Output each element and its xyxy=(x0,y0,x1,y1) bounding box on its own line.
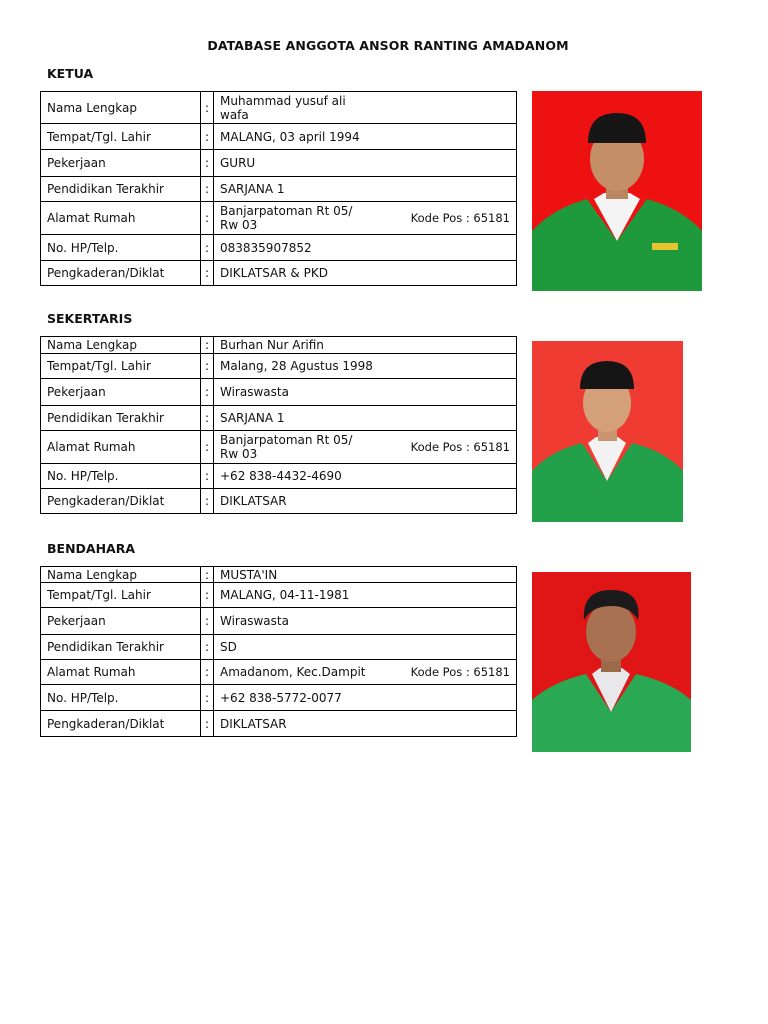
field-value-ttl: MALANG, 04-11-1981 xyxy=(214,583,517,608)
field-label: Pengkaderan/Diklat xyxy=(41,711,201,737)
field-colon: : xyxy=(201,337,214,354)
address-text: Amadanom, Kec.Dampit xyxy=(220,665,366,679)
address-block xyxy=(220,433,510,461)
portrait-image xyxy=(532,572,691,752)
field-label: Pekerjaan xyxy=(41,150,201,177)
document-title: DATABASE ANGGOTA ANSOR RANTING AMADANOM xyxy=(207,38,569,53)
field-colon: : xyxy=(201,202,214,235)
section-title-sekertaris: SEKERTARIS xyxy=(47,311,133,326)
member-table-bendahara xyxy=(40,566,517,737)
field-colon: : xyxy=(201,711,214,737)
postal-code: Kode Pos : 65181 xyxy=(410,211,510,225)
field-label: Tempat/Tgl. Lahir xyxy=(41,354,201,379)
field-colon: : xyxy=(201,489,214,514)
portrait-image xyxy=(532,91,702,291)
member-photo-ketua xyxy=(532,91,702,291)
section-title-ketua: KETUA xyxy=(47,66,94,81)
table-row xyxy=(41,177,517,202)
field-colon: : xyxy=(201,379,214,406)
field-colon: : xyxy=(201,177,214,202)
postal-code: Kode Pos : 65181 xyxy=(410,440,510,454)
address-text: Banjarpatoman Rt 05/ Rw 03 xyxy=(220,204,353,232)
field-value-ttl: Malang, 28 Agustus 1998 xyxy=(214,354,517,379)
field-label: Pengkaderan/Diklat xyxy=(41,261,201,286)
field-colon: : xyxy=(201,660,214,685)
table-row xyxy=(41,235,517,261)
field-colon: : xyxy=(201,92,214,124)
table-row xyxy=(41,583,517,608)
member-photo-bendahara xyxy=(532,572,691,752)
field-value-pekerjaan: Wiraswasta xyxy=(214,608,517,635)
field-label: No. HP/Telp. xyxy=(41,464,201,489)
table-row xyxy=(41,489,517,514)
field-value-pendidikan: SD xyxy=(214,635,517,660)
table-row xyxy=(41,608,517,635)
address-text: Banjarpatoman Rt 05/ Rw 03 xyxy=(220,433,353,461)
field-colon: : xyxy=(201,261,214,286)
field-colon: : xyxy=(201,406,214,431)
field-value-kaderisasi: DIKLATSAR xyxy=(214,489,517,514)
postal-code: Kode Pos : 65181 xyxy=(410,665,510,679)
field-value-hp: 083835907852 xyxy=(214,235,517,261)
table-row xyxy=(41,635,517,660)
table-row xyxy=(41,685,517,711)
table-row xyxy=(41,150,517,177)
field-label: Pendidikan Terakhir xyxy=(41,177,201,202)
field-colon: : xyxy=(201,235,214,261)
field-label: No. HP/Telp. xyxy=(41,685,201,711)
member-table-sekertaris xyxy=(40,336,517,514)
table-row xyxy=(41,711,517,737)
field-colon: : xyxy=(201,583,214,608)
table-row xyxy=(41,379,517,406)
field-colon: : xyxy=(201,431,214,464)
field-label: Nama Lengkap xyxy=(41,92,201,124)
section-title-bendahara: BENDAHARA xyxy=(47,541,136,556)
table-row xyxy=(41,406,517,431)
table-row xyxy=(41,431,517,464)
field-value-alamat xyxy=(214,202,517,235)
field-colon: : xyxy=(201,608,214,635)
table-row xyxy=(41,337,517,354)
field-label: Nama Lengkap xyxy=(41,337,201,354)
field-value-hp: +62 838-5772-0077 xyxy=(214,685,517,711)
address-block xyxy=(220,204,510,232)
table-row xyxy=(41,464,517,489)
field-label: Tempat/Tgl. Lahir xyxy=(41,583,201,608)
field-label: Nama Lengkap xyxy=(41,567,201,583)
field-value-pekerjaan: Wiraswasta xyxy=(214,379,517,406)
field-colon: : xyxy=(201,567,214,583)
table-row xyxy=(41,124,517,150)
field-value-nama: MUSTA'IN xyxy=(214,567,517,583)
member-photo-sekertaris xyxy=(532,341,683,522)
field-colon: : xyxy=(201,354,214,379)
field-label: Alamat Rumah xyxy=(41,202,201,235)
field-colon: : xyxy=(201,635,214,660)
field-label: No. HP/Telp. xyxy=(41,235,201,261)
field-label: Pendidikan Terakhir xyxy=(41,406,201,431)
field-value-pendidikan: SARJANA 1 xyxy=(214,177,517,202)
field-value-pendidikan: SARJANA 1 xyxy=(214,406,517,431)
field-value-kaderisasi: DIKLATSAR xyxy=(214,711,517,737)
field-value-nama xyxy=(214,92,517,124)
field-colon: : xyxy=(201,685,214,711)
field-colon: : xyxy=(201,464,214,489)
field-label: Pekerjaan xyxy=(41,379,201,406)
table-row xyxy=(41,92,517,124)
field-value-hp: +62 838-4432-4690 xyxy=(214,464,517,489)
field-colon: : xyxy=(201,124,214,150)
field-value-pekerjaan: GURU xyxy=(214,150,517,177)
portrait-image xyxy=(532,341,683,522)
field-colon: : xyxy=(201,150,214,177)
field-value-alamat xyxy=(214,660,517,685)
table-row xyxy=(41,567,517,583)
table-row xyxy=(41,354,517,379)
member-table-ketua xyxy=(40,91,517,286)
field-value-kaderisasi: DIKLATSAR & PKD xyxy=(214,261,517,286)
field-label: Alamat Rumah xyxy=(41,431,201,464)
field-value-ttl: MALANG, 03 april 1994 xyxy=(214,124,517,150)
field-label: Alamat Rumah xyxy=(41,660,201,685)
nama-text: Muhammad yusuf ali wafa xyxy=(220,93,346,122)
field-label: Tempat/Tgl. Lahir xyxy=(41,124,201,150)
table-row xyxy=(41,261,517,286)
field-value-nama: Burhan Nur Arifin xyxy=(214,337,517,354)
field-value-alamat xyxy=(214,431,517,464)
field-label: Pengkaderan/Diklat xyxy=(41,489,201,514)
field-label: Pekerjaan xyxy=(41,608,201,635)
field-label: Pendidikan Terakhir xyxy=(41,635,201,660)
table-row xyxy=(41,660,517,685)
address-block xyxy=(220,665,510,679)
table-row xyxy=(41,202,517,235)
